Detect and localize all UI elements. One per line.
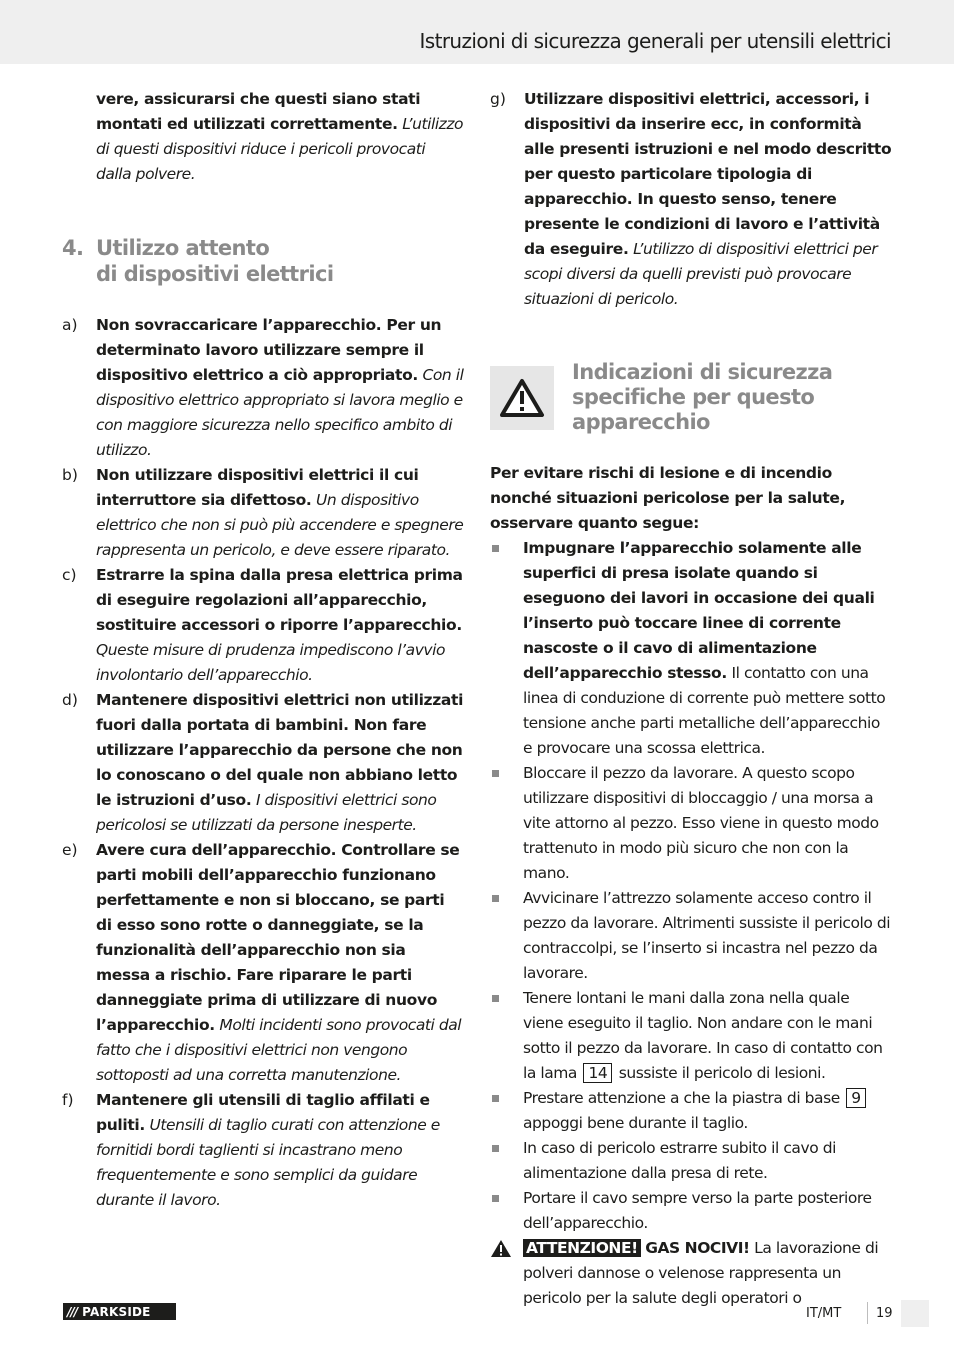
item-italic-text: Con il dispositivo elettrico appropriato si lavora meglio e con maggiore sicurezza nello specifico ambito di utilizzo. <box>96 366 464 459</box>
section-title-line1: Utilizzo attento <box>96 236 270 260</box>
list-item-a <box>62 313 464 463</box>
item-italic-text: Un dispositivo elettrico che non si può più accendere e spegnere rappresenta un pericolo, e deve essere riparato. <box>96 491 464 559</box>
bullet-text: Prestare attenzione a che la piastra di base <box>523 1089 840 1107</box>
intro-bold-text: vere, assicurarsi che questi siano stati montati ed utilizzati correttamente. <box>96 90 421 133</box>
warning-triangle-icon <box>490 1236 523 1311</box>
list-item-b <box>62 463 464 563</box>
item-bold-text: Non utilizzare dispositivi elettrici il cui interruttore sia difettoso. <box>96 466 419 509</box>
bullet-square-icon <box>490 1086 523 1136</box>
attention-bold-text: GAS NOCIVI! <box>645 1239 750 1257</box>
bullet-square-icon <box>490 986 523 1086</box>
item-italic-text: Queste misure di prudenza impediscono l’avvio involontario dell’apparecchio. <box>96 641 446 684</box>
footer-divider <box>867 1302 868 1324</box>
section-title-line2: di dispositivi elettrici <box>96 262 334 286</box>
part-reference-badge: 9 <box>846 1088 865 1108</box>
bullet-text: Tenere lontani le mani dalla zona nella quale viene eseguito il taglio. Non andare con le mani sotto il pezzo da lavorare. In caso di contatto con la lama <box>523 989 883 1082</box>
safety-intro-text: Per evitare rischi di lesione e di incendio nonché situazioni pericolose per la salute, osservare quanto segue: <box>490 464 846 532</box>
bullet-square-icon <box>490 886 523 986</box>
list-item <box>490 1086 892 1136</box>
item-label: c) <box>62 566 77 584</box>
item-bold-text: Mantenere dispositivi elettrici non utilizzati fuori dalla portata di bambini. Non fare utilizzare l’apparecchio da persone che non lo conoscano o del quale non abbiano letto le istruzioni d’uso. <box>96 691 464 809</box>
attention-label: ATTENZIONE! <box>523 1239 641 1257</box>
warning-triangle-icon <box>490 366 554 430</box>
part-reference-badge: 14 <box>583 1063 612 1083</box>
attention-notice <box>490 1236 892 1311</box>
bullet-text: In caso di pericolo estrarre subito il cavo di alimentazione dalla presa di rete. <box>523 1139 836 1182</box>
list-item-d <box>62 688 464 838</box>
bullet-text: Portare il cavo sempre verso la parte posteriore dell’apparecchio. <box>523 1189 872 1232</box>
left-column <box>62 87 464 1213</box>
bullet-bold-text: Impugnare l’apparecchio solamente alle superfici di presa isolate quando si eseguono dei lavori in occasione dei quali l’inserto può toccare linee di corrente nascoste o il cavo di alimentazione dell’apparecchio stesso. <box>523 539 875 682</box>
safety-section-heading <box>490 360 892 435</box>
item-label: a) <box>62 316 78 334</box>
section-heading-4 <box>62 235 464 287</box>
bullet-square-icon <box>490 761 523 886</box>
item-label: e) <box>62 841 78 859</box>
parkside-logo <box>63 1303 176 1320</box>
page-title: Istruzioni di sicurezza generali per utensili elettrici <box>419 29 891 53</box>
logo-brand-text: PARKSIDE <box>82 1304 151 1319</box>
safety-section-title: Indicazioni di sicurezza specifiche per questo apparecchio <box>572 360 833 434</box>
item-italic-text: Utensili di taglio curati con attenzione e fornitidi bordi taglienti si incastrano meno frequentemente e sono semplici da guidare durante il lavoro. <box>96 1116 440 1209</box>
list-item <box>490 1186 892 1236</box>
item-italic-text: L’utilizzo di dispositivi elettrici per scopi diversi da quelli previsti può provocare situazioni di pericolo. <box>524 240 878 308</box>
item-bold-text: Mantenere gli utensili di taglio affilati e puliti. <box>96 1091 430 1134</box>
page-number: 19 <box>876 1306 893 1321</box>
list-item-f <box>62 1088 464 1213</box>
bullet-text: appoggi bene durante il taglio. <box>523 1114 748 1132</box>
bullet-text: sussiste il pericolo di lesioni. <box>618 1064 826 1082</box>
item-italic-text: I dispositivi elettrici sono pericolosi se utilizzati da persone inesperte. <box>96 791 437 834</box>
page-header <box>0 0 954 64</box>
logo-slashes-icon: /// <box>67 1304 78 1319</box>
item-label: b) <box>62 466 78 484</box>
item-bold-text: Utilizzare dispositivi elettrici, accessori, i dispositivi da inserire ecc, in conformità alle presenti istruzioni e nel modo descritto per questo particolare tipologia di apparecchio. In questo senso, tenere presente le condizioni di lavoro e l’attività da eseguire. <box>524 90 892 258</box>
section-number: 4. <box>62 236 84 260</box>
list-item <box>490 986 892 1086</box>
bullet-text: Avvicinare l’attrezzo solamente acceso contro il pezzo da lavorare. Altrimenti sussiste il pericolo di contraccolpi, se l’inserto si incastra nel pezzo da lavorare. <box>523 889 891 982</box>
bullet-text: Il contatto con una linea di conduzione di corrente può mettere sotto tensione anche parti metalliche dell’apparecchio e provocare una scossa elettrica. <box>523 664 886 757</box>
list-item <box>490 886 892 986</box>
footer-tab <box>901 1300 929 1327</box>
list-item-c <box>62 563 464 688</box>
intro-italic-text: L’utilizzo di questi dispositivi riduce i pericoli provocati dalla polvere. <box>96 115 464 183</box>
list-item-e <box>62 838 464 1088</box>
item-label: g) <box>490 90 506 108</box>
attention-text: La lavorazione di polveri dannose o velenose rappresenta un pericolo per la salute degli operatori o <box>523 1239 879 1307</box>
bullet-square-icon <box>490 536 523 761</box>
item-label: f) <box>62 1091 74 1109</box>
list-item-g <box>490 87 892 312</box>
item-label: d) <box>62 691 78 709</box>
item-bold-text: Estrarre la spina dalla presa elettrica prima di eseguire regolazioni all’apparecchio, sostituire accessori o riporre l’apparecchio. <box>96 566 463 634</box>
bullet-square-icon <box>490 1186 523 1236</box>
intro-paragraph <box>96 87 464 187</box>
right-column <box>490 87 892 1311</box>
list-item <box>490 761 892 886</box>
item-bold-text: Non sovraccaricare l’apparecchio. Per un determinato lavoro utilizzare sempre il dispositivo elettrico a ciò appropriato. <box>96 316 442 384</box>
list-item <box>490 1136 892 1186</box>
list-item <box>490 536 892 761</box>
language-code: IT/MT <box>806 1306 842 1321</box>
item-italic-text: Molti incidenti sono provocati dal fatto che i dispositivi elettrici non vengono sottoposti ad una corretta manutenzione. <box>96 1016 462 1084</box>
bullet-text: Bloccare il pezzo da lavorare. A questo scopo utilizzare dispositivi di bloccaggio / una morsa a vite attorno al pezzo. Esso viene in questo modo trattenuto in modo più sicuro che non con la mano. <box>523 764 879 882</box>
bullet-square-icon <box>490 1136 523 1186</box>
item-bold-text: Avere cura dell’apparecchio. Controllare se parti mobili dell’apparecchio funzionano perfettamente e non si bloccano, se parti di esso sono rotte o danneggiate, se la funzionalità dell’apparecchio non sia messa a rischio. Fare riparare le parti danneggiate prima di utilizzare di nuovo l’apparecchio. <box>96 841 460 1034</box>
